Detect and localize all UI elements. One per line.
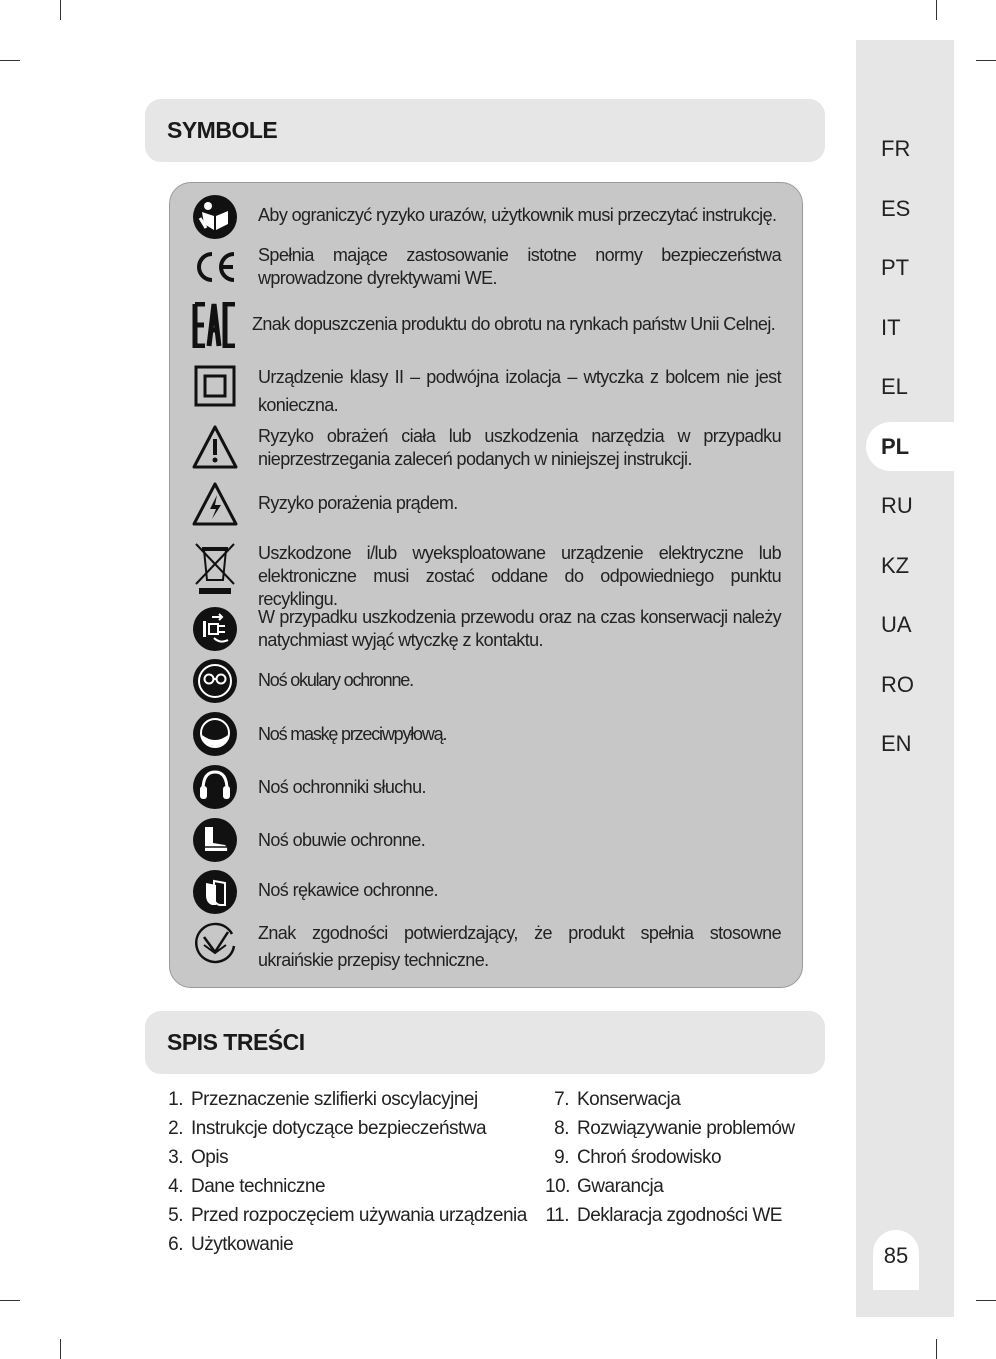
crop-mark — [936, 1339, 937, 1359]
dust-mask-icon — [192, 711, 238, 757]
symbol-description: Znak zgodności potwierdzający, że produkt spełnia stosowne ukraińskie przepisy techniczne. — [258, 923, 781, 970]
page-number: 85 — [873, 1230, 919, 1290]
toc-item[interactable]: 11. Deklaracja zgodności WE — [545, 1205, 782, 1226]
toc-item[interactable]: 2. Instrukcje dotyczące bezpieczeństwa — [168, 1118, 487, 1139]
weee-bin-icon — [192, 540, 238, 596]
ear-protection-icon — [192, 764, 238, 810]
language-tab-ua[interactable]: UA — [881, 612, 912, 637]
toc-section-title: SPIS TREŚCI — [145, 1011, 825, 1074]
symbols-section-title: SYMBOLE — [145, 99, 825, 162]
language-sidebar — [856, 40, 954, 1317]
crop-mark — [0, 60, 20, 61]
language-tab-ru[interactable]: RU — [881, 493, 913, 518]
language-tab-el[interactable]: EL — [881, 374, 908, 399]
crop-mark — [936, 0, 937, 20]
toc-item[interactable]: 3. Opis — [168, 1147, 229, 1168]
toc-item[interactable]: 1. Przeznaczenie szlifierki oscylacyjnej — [168, 1089, 478, 1110]
class-ii-icon — [192, 363, 238, 409]
toc-item[interactable]: 5. Przed rozpoczęciem używania urządzenia — [168, 1205, 527, 1226]
language-tab-fr[interactable]: FR — [881, 136, 911, 161]
unplug-icon — [192, 606, 238, 652]
language-list — [856, 124, 954, 779]
symbol-description: Spełnia mające zastosowanie istotne normy bezpieczeństwa wprowadzone dyrektywami WE. — [258, 245, 781, 288]
toc-item[interactable]: 8. Rozwiązywanie problemów — [554, 1118, 795, 1139]
language-tab-pl-active[interactable]: PL — [866, 422, 954, 471]
electric-shock-icon — [192, 481, 238, 527]
symbols-box — [169, 182, 803, 988]
crop-mark — [60, 1339, 61, 1359]
crop-mark — [976, 60, 996, 61]
ukrainian-conformity-icon — [192, 920, 238, 966]
language-tab-en[interactable]: EN — [881, 731, 912, 756]
toc-item[interactable]: 7. Konserwacja — [554, 1089, 681, 1110]
safety-boots-icon — [192, 817, 238, 863]
crop-mark — [0, 1300, 20, 1301]
gloves-icon — [192, 869, 238, 915]
symbol-description: Noś okulary ochronne. — [258, 670, 413, 690]
symbol-description: Noś rękawice ochronne. — [258, 880, 438, 900]
toc-item[interactable]: 9. Chroń środowisko — [554, 1147, 722, 1168]
symbol-description: Noś obuwie ochronne. — [258, 830, 426, 850]
symbol-description: Uszkodzone i/lub wyeksploatowane urządzenie elektryczne lub elektroniczne musi zostać oddane do odpowiedniego punktu recyklingu. — [258, 543, 781, 609]
toc-item[interactable]: 4. Dane techniczne — [168, 1176, 326, 1197]
language-tab-es[interactable]: ES — [881, 195, 911, 221]
language-tab-it[interactable]: IT — [881, 314, 901, 340]
crop-mark — [976, 1300, 996, 1301]
language-tab-kz[interactable]: KZ — [881, 552, 910, 578]
language-tab-pt[interactable]: PT — [881, 255, 910, 280]
symbol-description: Urządzenie klasy II – podwójna izolacja – wtyczka z bolcem nie jest konieczna. — [258, 367, 781, 415]
symbol-description: Ryzyko obrażeń ciała lub uszkodzenia narzędzia w przypadku nieprzestrzegania zaleceń podanych w niniejszej instrukcji. — [258, 426, 781, 469]
symbol-description: Znak dopuszczenia produktu do obrotu na rynkach państw Unii Celnej. — [252, 314, 776, 334]
toc-item[interactable]: 6. Użytkowanie — [168, 1234, 294, 1255]
symbol-description: Noś maskę przeciwpyłową. — [258, 724, 447, 744]
warning-icon — [192, 424, 238, 470]
symbol-description: Ryzyko porażenia prądem. — [258, 493, 458, 513]
language-tab-ro[interactable]: RO — [881, 671, 914, 697]
ce-mark-icon — [192, 244, 238, 290]
symbol-description: Aby ograniczyć ryzyko urazów, użytkownik musi przeczytać instrukcję. — [258, 205, 777, 225]
safety-glasses-icon — [192, 658, 238, 704]
read-manual-icon — [192, 194, 238, 240]
symbol-description: W przypadku uszkodzenia przewodu oraz na czas konserwacji należy natychmiast wyjąć wtyczkę z kontaktu. — [258, 607, 781, 650]
toc-left-column — [167, 1085, 527, 1259]
symbol-description: Noś ochronniki słuchu. — [258, 777, 426, 797]
toc-item[interactable]: 10. Gwarancja — [545, 1176, 664, 1197]
crop-mark — [60, 0, 61, 20]
eac-mark-icon — [192, 302, 238, 348]
toc-right-column — [545, 1085, 795, 1230]
